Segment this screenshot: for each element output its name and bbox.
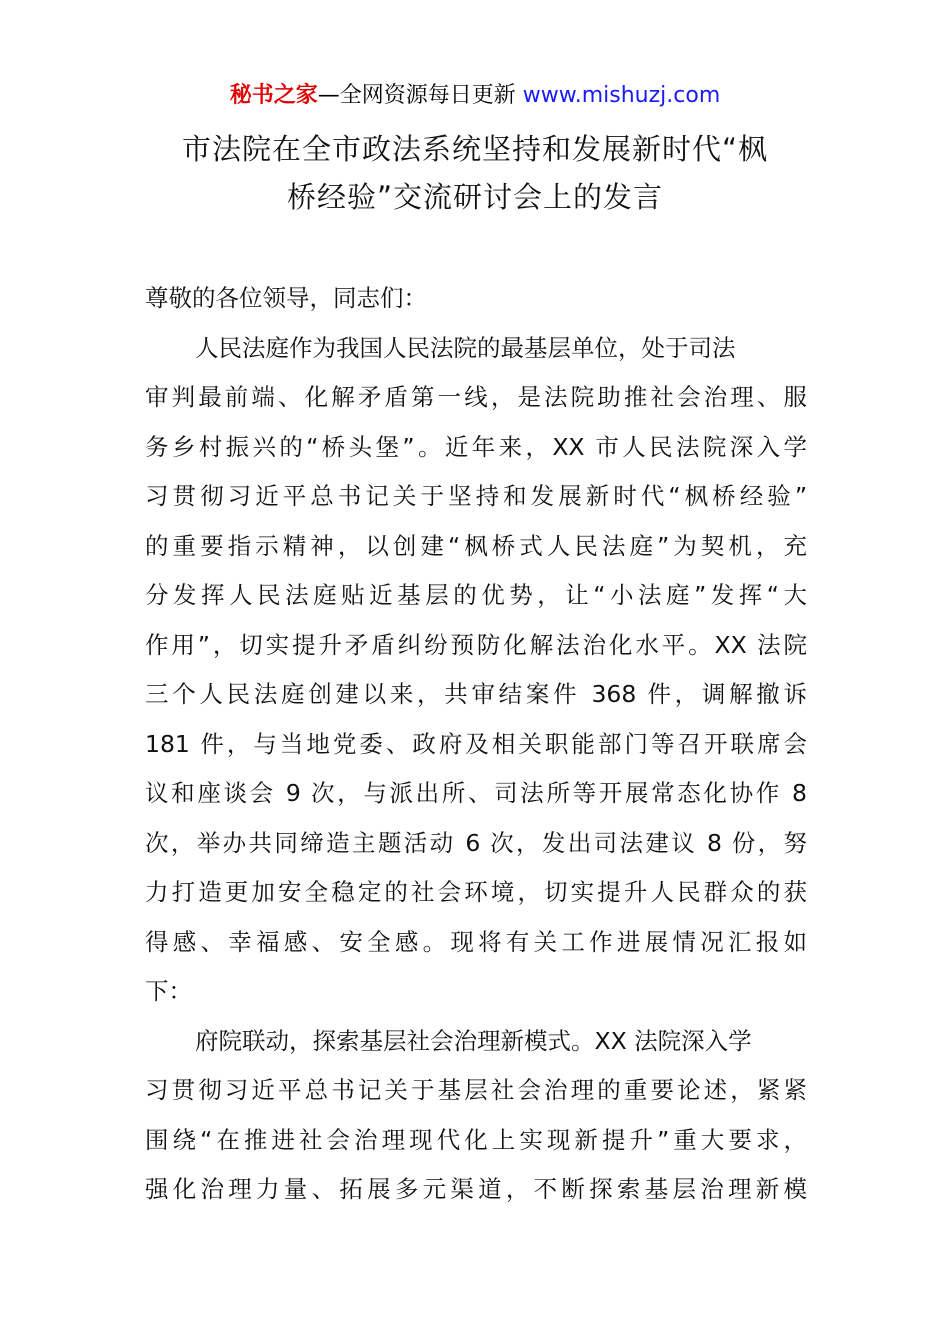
paragraph-line: 习贯彻习近平总书记关于基层社会治理的重要论述，紧紧 <box>145 1076 807 1104</box>
paragraph-line: 议和座谈会 9 次，与派出所、司法所等开展常态化协作 8 <box>145 779 807 807</box>
document-title <box>145 125 805 221</box>
document-body <box>145 274 807 1215</box>
paragraph-line: 力打造更加安全稳定的社会环境，切实提升人民群众的获 <box>145 878 807 906</box>
paragraph-line: 181 件，与当地党委、政府及相关职能部门等召开联席会 <box>145 729 807 758</box>
brand-name: 秘书之家 <box>229 83 318 108</box>
paragraph-line: 的重要指示精神，以创建“枫桥式人民法庭”为契机，充 <box>145 531 807 560</box>
paragraph-line: 分发挥人民法庭贴近基层的优势，让“小法庭”发挥“大 <box>145 581 807 609</box>
paragraph-line: 次，举办共同缔造主题活动 6 次，发出司法建议 8 份，努 <box>145 828 807 857</box>
paragraph-line: 务乡村振兴的“桥头堡”。近年来，XX 市人民法院深入学 <box>145 432 807 461</box>
title-line: 桥经验”交流研讨会上的发言 <box>286 180 664 214</box>
paragraph-line: 三个人民法庭创建以来，共审结案件 368 件，调解撤诉 <box>145 680 807 708</box>
paragraph-line: 下： <box>145 977 192 1005</box>
site-url-link[interactable]: www.mishuzj.com <box>522 83 721 108</box>
title-line: 市法院在全市政法系统坚持和发展新时代“枫 <box>181 132 769 166</box>
salutation: 尊敬的各位领导，同志们： <box>145 284 427 312</box>
paragraph-line: 习贯彻习近平总书记关于坚持和发展新时代“枫桥经验” <box>145 482 807 510</box>
paragraph-line: 得感、幸福感、安全感。现将有关工作进展情况汇报如 <box>145 927 807 956</box>
paragraph-line: 人民法庭作为我国人民法院的最基层单位，处于司法 <box>195 333 736 362</box>
paragraph-line: 强化治理力量、拓展多元渠道，不断探索基层治理新模 <box>145 1175 807 1203</box>
paragraph-line: 围绕“在推进社会治理现代化上实现新提升”重大要求， <box>145 1125 807 1154</box>
site-header <box>0 80 950 112</box>
paragraph-line: 作用”，切实提升矛盾纠纷预防化解法治化水平。XX 法院 <box>145 630 807 659</box>
paragraph-line: 府院联动，探索基层社会治理新模式。XX 法院深入学 <box>195 1026 752 1055</box>
header-tagline: —全网资源每日更新 <box>317 83 516 108</box>
paragraph-line: 审判最前端、化解矛盾第一线，是法院助推社会治理、服 <box>145 383 807 411</box>
